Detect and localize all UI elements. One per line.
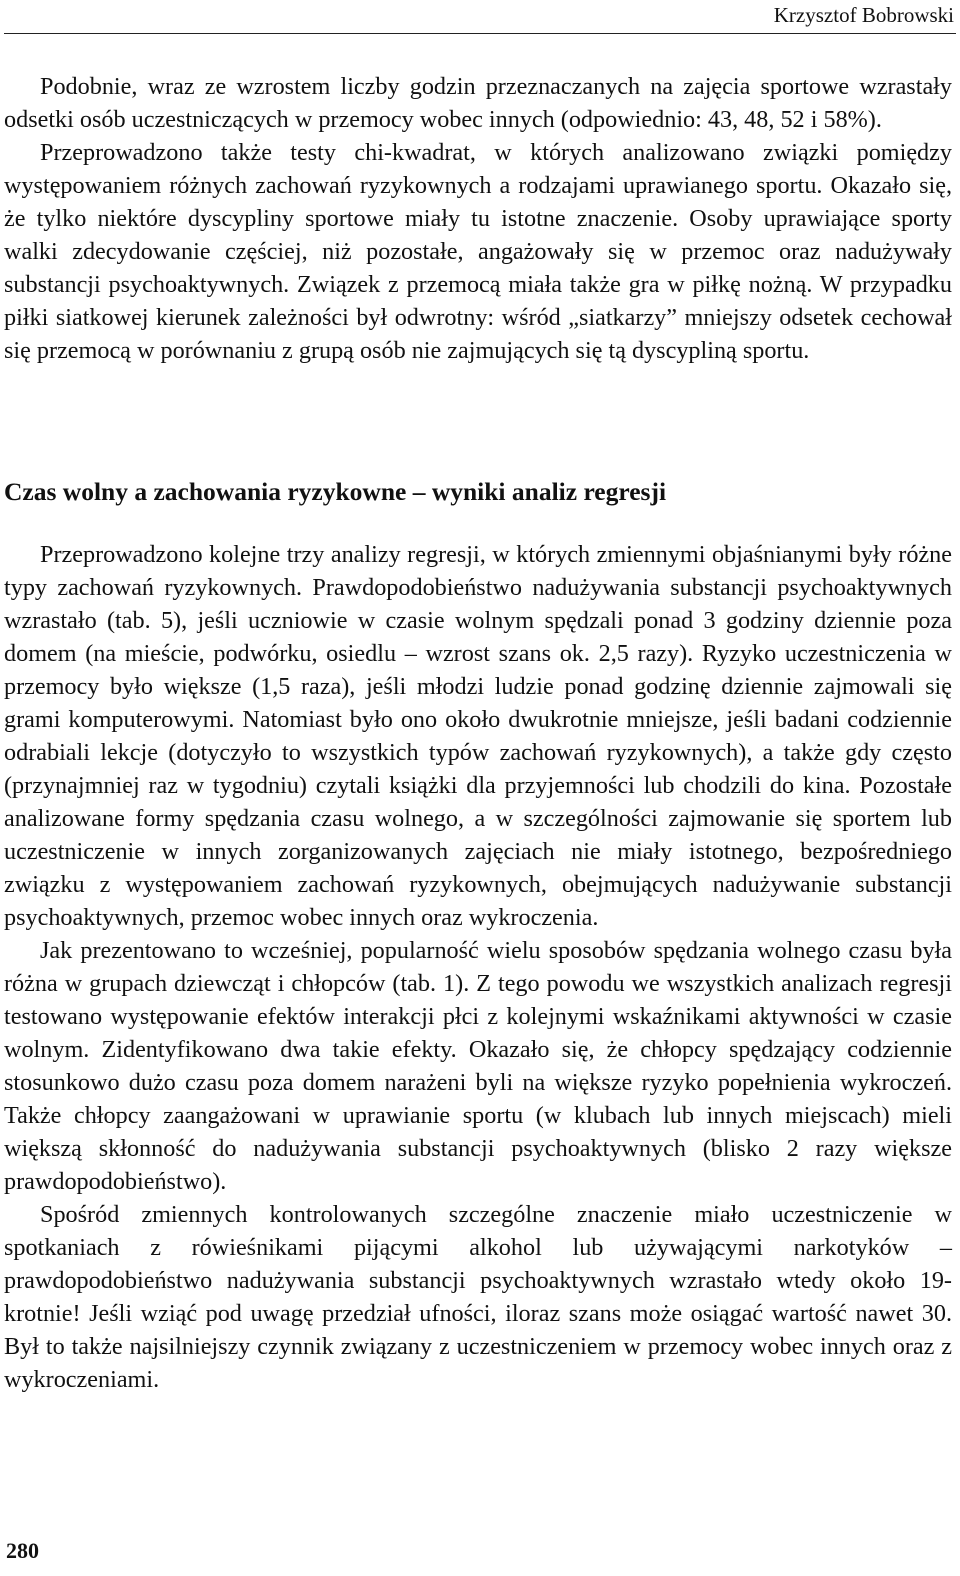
body-text-after-heading	[4, 538, 952, 1396]
header-rule	[4, 33, 956, 34]
body-text-before-heading	[4, 70, 952, 367]
body-paragraph: Jak prezentowano to wcześniej, popularność wielu sposobów spędzania wolnego czasu była różna w grupach dziewcząt i chłopców (tab. 1). Z tego powodu we wszystkich analizach regresji testowano występowanie efektów interakcji płci z kolejnymi wskaźnikami aktywności w czasie wolnym. Zidentyfikowano dwa takie efekty. Okazało się, że chłopcy spędzający codziennie stosunkowo dużo czasu poza domem narażeni byli na większe ryzyko popełnienia wykroczeń. Także chłopcy zaangażowani w uprawianie sportu (w klubach lub innych miejscach) mieli większą skłonność do nadużywania substancji psychoaktywnych (blisko 2 razy większe prawdopodobieństwo).	[4, 937, 952, 1195]
body-paragraph: Podobnie, wraz ze wzrostem liczby godzin przeznaczanych na zajęcia sportowe wzrastały odsetki osób uczestniczących w przemocy wobec innych (odpowiednio: 43, 48, 52 i 58%).	[4, 73, 952, 133]
section-heading: Czas wolny a zachowania ryzykowne – wyniki analiz regresji	[4, 477, 667, 506]
body-paragraph: Spośród zmiennych kontrolowanych szczególne znaczenie miało uczestniczenie w spotkaniach z rówieśnikami pijącymi alkohol lub używającymi narkotyków – prawdopodobieństwo nadużywania substancji psychoaktywnych wzrastało wtedy około 19-krotnie! Jeśli wziąć pod uwagę przedział ufności, iloraz szans może osiągać wartość nawet 30. Był to także najsilniejszy czynnik związany z uczestniczeniem w przemocy wobec innych oraz z wykroczeniami.	[4, 1201, 952, 1393]
body-paragraph: Przeprowadzono także testy chi-kwadrat, w których analizowano związki pomiędzy występowaniem różnych zachowań ryzykownych a rodzajami uprawianego sportu. Okazało się, że tylko niektóre dyscypliny sportowe miały tu istotne znaczenie. Osoby uprawiające sporty walki zdecydowanie częściej, niż pozostałe, angażowały się w przemoc oraz nadużywały substancji psychoaktywnych. Związek z przemocą miała także gra w piłkę nożną. W przypadku piłki siatkowej kierunek zależności był odwrotny: wśród „siatkarzy” mniejszy odsetek cechował się przemocą w porównaniu z grupą osób nie zajmujących się tą dyscypliną sportu.	[4, 139, 952, 364]
running-head-author: Krzysztof Bobrowski	[773, 3, 954, 27]
body-paragraph: Przeprowadzono kolejne trzy analizy regresji, w których zmiennymi objaśnianymi były różne typy zachowań ryzykownych. Prawdopodobieństwo nadużywania substancji psychoaktywnych wzrastało (tab. 5), jeśli uczniowie w czasie wolnym spędzali ponad 3 godziny dziennie poza domem (na mieście, podwórku, osiedlu – wzrost szans ok. 2,5 razy). Ryzyko uczestniczenia w przemocy było większe (1,5 raza), jeśli młodzi ludzie ponad godzinę dziennie zajmowali się grami komputerowymi. Natomiast było ono około dwukrotnie mniejsze, jeśli badani codziennie odrabiali lekcje (dotyczyło to wszystkich typów zachowań ryzykownych), a także gdy często (przynajmniej raz w tygodniu) czytali książki dla przyjemności lub chodzili do kina. Pozostałe analizowane formy spędzania czasu wolnego, a w szczególności zajmowanie się sportem lub uczestniczenie w innych zorganizowanych zajęciach nie miały istotnego, bezpośredniego związku z występowaniem zachowań ryzykownych, obejmujących nadużywanie substancji psychoaktywnych, przemoc wobec innych oraz wykroczenia.	[4, 541, 952, 931]
page-number: 280	[6, 1538, 39, 1563]
